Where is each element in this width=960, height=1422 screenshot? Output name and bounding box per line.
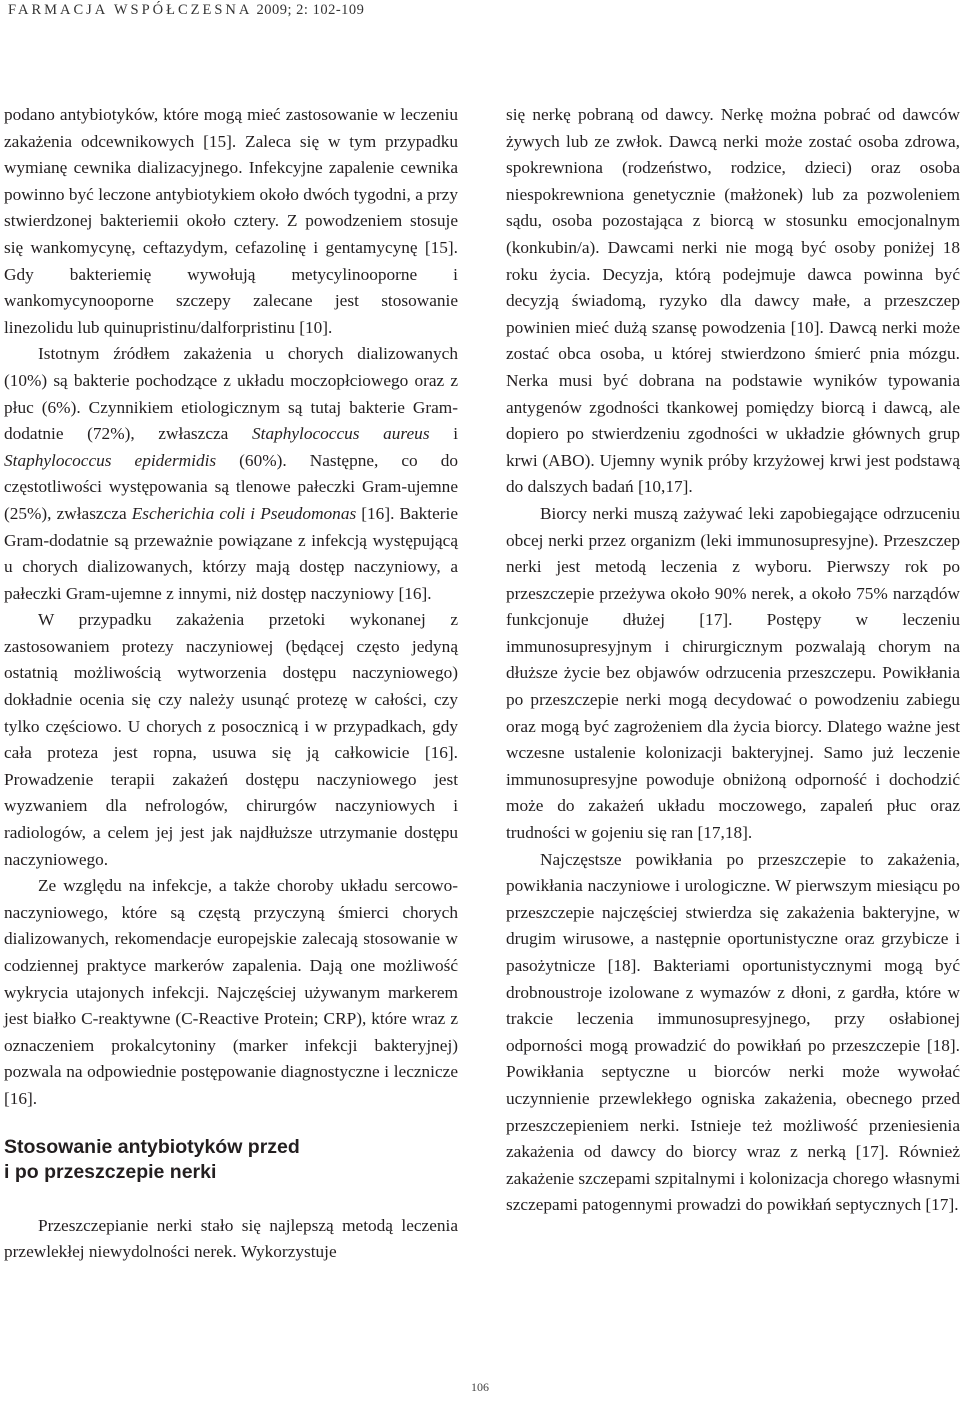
paragraph: Przeszczepianie nerki stało się najlepszą metodą leczenia przewlekłej niewydolności nerek. Wykorzystuje [4, 1215, 458, 1262]
heading-line: Stosowanie antybiotyków przed [4, 1135, 300, 1158]
paragraph: się nerkę pobraną od dawcy. Nerkę można pobrać od dawców żywych lub ze zwłok. Dawcą nerki może zostać osoba zdrowa, spokrewniona (rodzeństwo, rodzice, dzieci) oraz osoba niespokrewniona genetycznie (małżonek) lub za pozwoleniem sądu, osoba pozostająca z biorcą w stosunku emocjonalnym (konkubin/a). Dawcami nerki nie mogą być osoby poniżej 18 roku życia. Decyzja, którą podejmuje dawca powinna być decyzją świadomą, ryzyko dla dawcy małe, a przeszczep powinien mieć dużą szansę powodzenia [10]. Dawcą nerki może zostać obca osoba, u której stwierdzono śmierć pnia mózgu. Nerka musi być dobrana na podstawie wyników typowania antygenów zgodności tkankowej pomiędzy biorcą i dawcą, ale dopiero po stwierdzeniu zgodności w układzie głównych grup krwi (ABO). Ujemny wynik próby krzyżowej krwi jest podstawą do dalszych badań [10,17]. [506, 105, 960, 497]
paragraph: podano antybiotyków, które mogą mieć zastosowanie w leczeniu zakażenia odcewnikowych [15]. Zaleca się w tym przypadku wymianę cewnika dializacyjnego. Infekcyjne zapalenie cewnika powinno być leczone antybiotykiem około dwóch tygodni, a przy stwierdzonej bakteriemii około cztery. Z powodzeniem stosuje się wankomycynę, ceftazydym, cefazolinę i gentamycynę [15]. Gdy bakteriemię wywołują metycylinooporne i wankomycynooporne szczepy zalecane jest stosowanie linezolidu lub quinupristinu/dalforpristinu [10]. [4, 105, 458, 337]
section-heading [4, 1135, 458, 1185]
paragraph: Najczęstsze powikłania po przeszczepie to zakażenia, powikłania naczyniowe i urologiczne. W pierwszym miesiącu po przeszczepie najczęściej stwierdza się zakażenia bakteryjne, w drugim wirusowe, a następnie oportunistyczne oraz grzybicze i pasożytnicze [18]. Bakteriami oportunistycznymi mogą być drobnoustroje izolowane z wymazów z dłoni, z gardła, które w trakcie leczenia immunosupresyjnego, przy osłabionej odporności mogą prowadzić do powikłań po przeszczepie [18]. Powikłania septyczne u biorców nerki może wywołać uczynnienie przewlekłego ogniska zakażenia, obecnego przed przeszczepieniem nerki. Istnieje też możliwość przeniesienia zakażenia od dawcy do biorcy wraz z nerką [17]. Również zakażenie szczepami szpitalnymi i kolonizacja chorego własnymi szczepami patogennymi prowadzi do powikłań septycznych [17]. [506, 849, 960, 1215]
species-name: Escherichia coli i Pseudomonas [131, 503, 357, 523]
page-number: 106 [471, 1380, 489, 1394]
text-run: (60%). Następne, co do częstotliwości występowania są tlenowe pałeczki Gram-ujemne (25%), zwłaszcza [4, 450, 459, 523]
species-name: Staphylococcus aureus [252, 424, 430, 444]
citation: 2009; 2: 102-109 [256, 2, 365, 18]
text-run: i [429, 424, 458, 444]
journal-title: FARMACJA WSPÓŁCZESNA [8, 2, 253, 18]
paragraph: Biorcy nerki muszą zażywać leki zapobiegające odrzuceniu obcej nerki przez organizm (leki immunosupresyjne). Przeszczep nerki jest metodą leczenia z wyboru. Pierwszy rok po przeszczepie przeżywa około 90% nerek, a około 75% narządów funkcjonuje dłużej [17]. Postępy w leczeniu immunosupresyjnym i chirurgicznym pozwalają chorym na dłuższe życie bez objawów odrzucenia przeszczepu. Powikłania po przeszczepie nerki mogą decydować o powodzeniu zabiegu oraz mogą być zagrożeniem dla życia biorcy. Dlatego ważne jest wczesne ustalenie kolonizacji bakteryjnej. Samo już leczenie immunosupresyjne powoduje obniżoną odporność i dochodzić może do zakażeń układu moczowego, zapaleń płuc oraz trudności w gojeniu się ran [17,18]. [506, 503, 960, 843]
text-run: Istotnym źródłem zakażenia u chorych dializowanych (10%) są bakterie pochodzące z układu moczopłciowego oraz z płuc (6%). Czynnikiem etiologicznym są tutaj bakterie Gram-dodatnie (72%), zwłaszcza [4, 344, 458, 444]
text-run: [16]. Bakterie Gram-dodatnie są przeważnie powiązane z infekcją występującą u chorych dializowanych, którzy mają dostęp naczyniowy, a pałeczki Gram-ujemne z innymi, niż dostęp naczyniowy [16]. [4, 503, 459, 603]
paragraph: W przypadku zakażenia przetoki wykonanej z zastosowaniem protezy naczyniowej (będącej często jedyną ostatnią możliwością wytworzenia dostępu naczyniowego) dokładnie ocenia się czy należy usunąć protezę w całości, czy tylko częściowo. U chorych z posocznicą i w przypadkach, gdy cała proteza jest ropna, usuwa się ją całkowicie [16]. Prowadzenie terapii zakażeń dostępu naczyniowego jest wyzwaniem dla nefrologów, chirurgów naczyniowych i radiologów, a celem jej jest jak najdłuższe utrzymanie dostępu naczyniowego. [4, 610, 458, 869]
left-column [4, 102, 458, 1266]
species-name: Staphylococcus epidermidis [4, 450, 217, 470]
paragraph: Ze względu na infekcje, a także choroby układu sercowo-naczyniowego, które są częstą przyczyną śmierci chorych dializowanych, rekomendacje europejskie zalecają stosowanie w codziennej praktyce markerów zapalenia. Dają one możliwość wykrycia utajonych infekcji. Najczęściej używanym markerem jest białko C-reaktywne (C-Reactive Protein; CRP), które wraz z oznaczeniem prokalcytoniny (marker infekcji bakteryjnej) pozwala na odpowiednie postępowanie diagnostyczne i lecznicze [16]. [4, 876, 458, 1108]
right-column [506, 102, 960, 1219]
heading-line: i po przeszczepie nerki [4, 1160, 217, 1183]
running-header [8, 2, 364, 19]
paragraph [4, 341, 458, 607]
